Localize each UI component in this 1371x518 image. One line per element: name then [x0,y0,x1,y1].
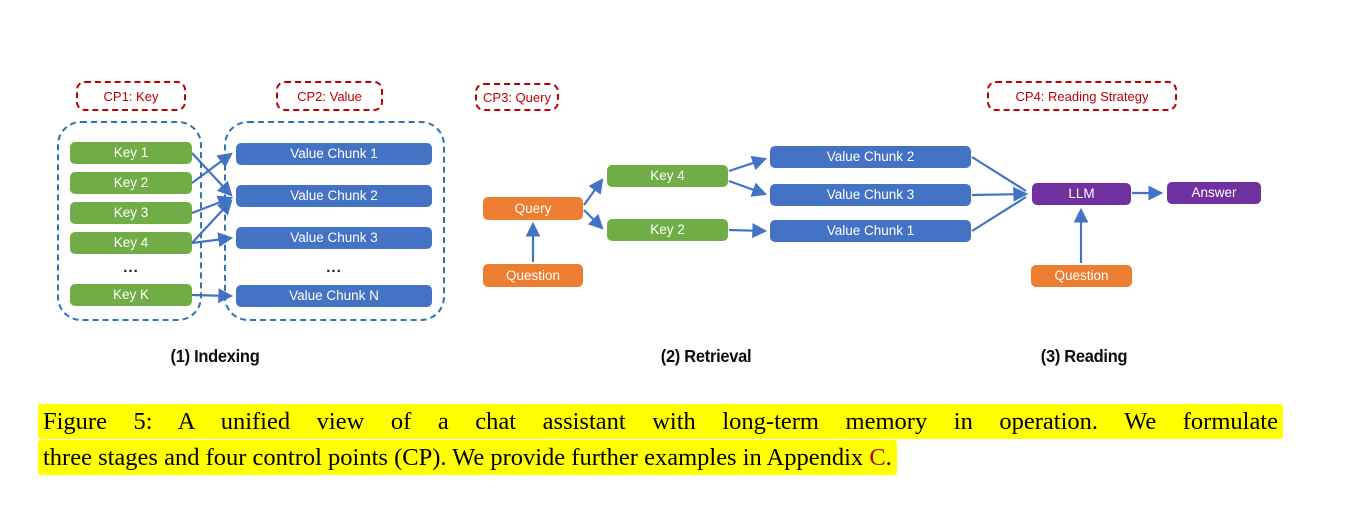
value-chunk-box-2: Value Chunk 2 [236,185,432,207]
stage-label-indexing: (1) Indexing [170,346,260,366]
key-box-4: Key 4 [70,232,192,254]
caption-line-2-text: three stages and four control points (CP). We provide further examples in Appendix [43,444,870,471]
retrieved-key-box-4: Key 4 [607,165,728,187]
retrieved-key-box-2: Key 2 [607,219,728,241]
query-box: Query [483,197,583,220]
edge-vc3-llm [972,194,1026,195]
keys-ellipsis: ... [123,258,139,276]
caption-line-2 [38,440,897,475]
edge-key2-vc1 [729,230,765,231]
cp3-label: CP3: Query [475,83,559,111]
edge-key4-vc3 [729,181,765,194]
stage-label-retrieval: (2) Retrieval [660,346,752,366]
caption-line-1: Figure 5: A unified view of a chat assistant with long-term memory in operation. We formulate [38,404,1283,439]
question-box-reading: Question [1031,265,1132,287]
cp4-label: CP4: Reading Strategy [987,81,1177,111]
answer-box: Answer [1167,182,1261,204]
edge-vc2-llm [972,157,1026,191]
key-box-3: Key 3 [70,202,192,224]
values-ellipsis: ... [326,258,342,276]
caption-line-2-period: . [885,444,892,471]
figure-caption [38,404,1283,475]
edge-query-key4 [584,180,602,205]
retrieved-value-chunk-1: Value Chunk 1 [770,220,971,242]
key-box-2: Key 2 [70,172,192,194]
retrieved-value-chunk-2: Value Chunk 2 [770,146,971,168]
value-chunk-box-3: Value Chunk 3 [236,227,432,249]
edge-query-key2 [584,210,602,228]
llm-box: LLM [1032,183,1131,205]
cp1-label: CP1: Key [76,81,186,111]
value-chunk-box-1: Value Chunk 1 [236,143,432,165]
edge-vc1-llm [972,197,1026,231]
appendix-link[interactable]: C [869,444,886,471]
retrieved-value-chunk-3: Value Chunk 3 [770,184,971,206]
question-box-retrieval: Question [483,264,583,287]
value-chunk-box-N: Value Chunk N [236,285,432,307]
edge-key4-vc2 [729,159,765,171]
cp2-label: CP2: Value [276,81,383,111]
key-box-1: Key 1 [70,142,192,164]
stage-label-reading: (3) Reading [1040,346,1128,366]
key-box-K: Key K [70,284,192,306]
